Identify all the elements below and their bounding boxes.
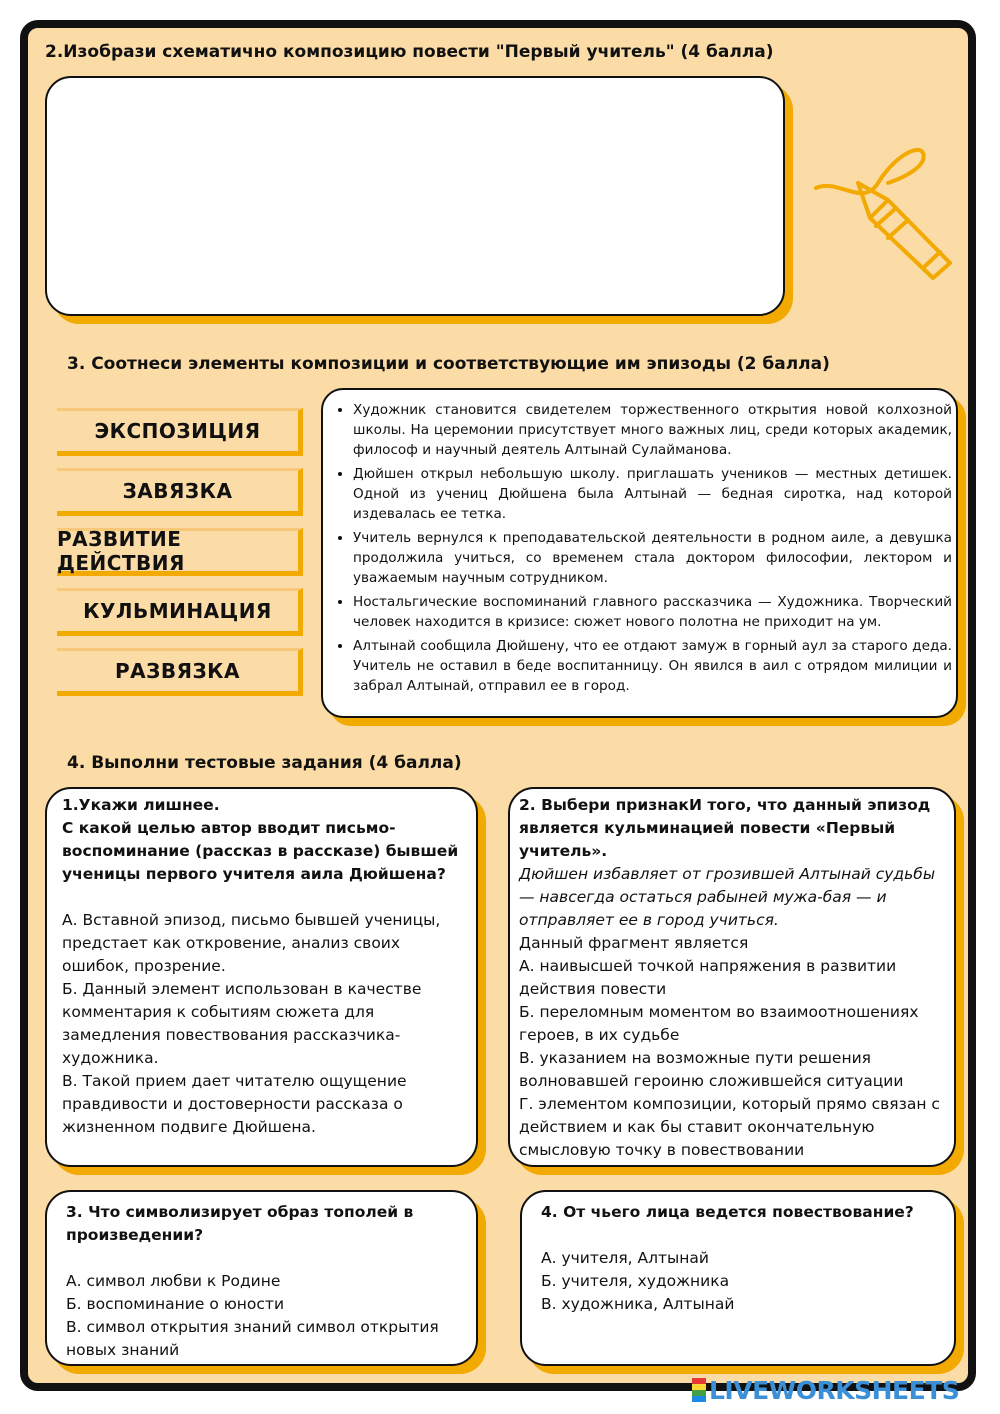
episode-item[interactable]: • Учитель вернулся к преподавательской деятельности в родном аиле, а девушка продолжила учиться, со временем стала доктором философии, лектором и уважаемым научным сотрудником. <box>353 528 956 588</box>
question2 <box>519 794 949 1162</box>
episodes-card <box>321 388 958 718</box>
question2-excerpt: Дюйшен избавляет от грозившей Алтынай судьбы — навсегда остаться рабыней мужа-бая — и отправляет ее в город учиться. <box>519 865 936 929</box>
question3-option-b[interactable]: Б. воспоминание о юности <box>66 1295 285 1313</box>
question2-option-d[interactable]: Г. элементом композиции, который прямо связан с действием и как бы ставит окончательную смысловую точку в повествовании <box>519 1095 940 1159</box>
question1-option-c[interactable]: В. Такой прием дает читателю ощущение правдивости и достоверности рассказа о жизненном подвиге Дюйшена. <box>62 1072 407 1136</box>
question1 <box>62 794 467 1139</box>
task3-heading: 3. Соотнеси элементы композиции и соответствующие им эпизоды (2 балла) <box>67 354 830 374</box>
logo-icon <box>692 1378 706 1402</box>
episode-item[interactable]: • Ностальгические воспоминаний главного рассказчика — Художника. Творческий человек находится в кризисе: сюжет нового полотна не приходит на ум. <box>353 592 956 632</box>
label-inciting[interactable]: ЗАВЯЗКА <box>57 468 303 516</box>
episode-item[interactable]: • Алтынай сообщила Дюйшену, что ее отдают замуж в горный аул за старого деда. Учитель не оставил в беде воспитанницу. Он явился в аил с отрядом милиции и забрал Алтынай, отправил ее в город. <box>353 636 956 696</box>
question2-option-c[interactable]: В. указанием на возможные пути решения волновавшей героиню сложившейся ситуации <box>519 1049 904 1090</box>
label-resolution[interactable]: РАЗВЯЗКА <box>57 648 303 696</box>
question2-option-a[interactable]: А. наивысшей точкой напряжения в развитии действия повести <box>519 957 897 998</box>
question2-title: 2. Выбери признакИ того, что данный эпизод является кульминацией повести «Первый учитель». <box>519 796 931 860</box>
label-development[interactable]: РАЗВИТИЕ ДЕЙСТВИЯ <box>57 528 303 576</box>
question3-title: 3. Что символизирует образ тополей в произведении? <box>66 1203 414 1244</box>
label-climax[interactable]: КУЛЬМИНАЦИЯ <box>57 588 303 636</box>
question1-option-b[interactable]: Б. Данный элемент использован в качестве комментария к событиям сюжета для замедления повествования рассказчика-художника. <box>62 980 422 1067</box>
pencil-icon <box>808 138 958 283</box>
question4-option-b[interactable]: Б. учителя, художника <box>541 1272 730 1290</box>
question4 <box>541 1201 941 1316</box>
episode-item[interactable]: • Художник становится свидетелем торжественного открытия новой колхозной школы. На церемонии присутствует много важных лиц, среди которых академик, философ и научный деятель Алтынай Сулайманова. <box>353 400 956 460</box>
task2-heading: 2.Изобрази схематично композицию повести "Первый учитель" (4 балла) <box>45 42 774 62</box>
question3 <box>66 1201 466 1362</box>
task4-heading: 4. Выполни тестовые задания (4 балла) <box>67 753 462 773</box>
question2-option-b[interactable]: Б. переломным моментом во взаимоотношениях героев, в их судьбе <box>519 1003 919 1044</box>
question1-prompt: С какой целью автор вводит письмо-воспоминание (рассказ в рассказе) бывшей ученицы первого учителя аила Дюйшена? <box>62 819 459 883</box>
question4-option-a[interactable]: А. учителя, Алтынай <box>541 1249 709 1267</box>
episode-item[interactable]: • Дюйшен открыл небольшую школу. приглашать учеников — местных детишек. Одной из учениц Дюйшена была Алтынай — бедная сиротка, над которой издевалась ее тетка. <box>353 464 956 524</box>
watermark-text: LIVEWORKSHEETS <box>709 1375 960 1405</box>
question4-title: 4. От чьего лица ведется повествование? <box>541 1203 914 1221</box>
label-exposition[interactable]: ЭКСПОЗИЦИЯ <box>57 408 303 456</box>
question1-option-a[interactable]: А. Вставной эпизод, письмо бывшей ученицы, предстает как откровение, анализ своих ошибок, прозрение. <box>62 911 441 975</box>
question3-option-a[interactable]: А. символ любви к Родине <box>66 1272 281 1290</box>
question4-option-c[interactable]: В. художника, Алтынай <box>541 1295 735 1313</box>
liveworksheets-logo <box>692 1376 959 1404</box>
episodes-list <box>323 390 956 696</box>
question2-lead: Данный фрагмент является <box>519 934 749 952</box>
question3-option-c[interactable]: В. символ открытия знаний символ открытия новых знаний <box>66 1318 439 1359</box>
question1-title: 1.Укажи лишнее. <box>62 796 220 814</box>
drawing-area[interactable] <box>45 76 785 316</box>
